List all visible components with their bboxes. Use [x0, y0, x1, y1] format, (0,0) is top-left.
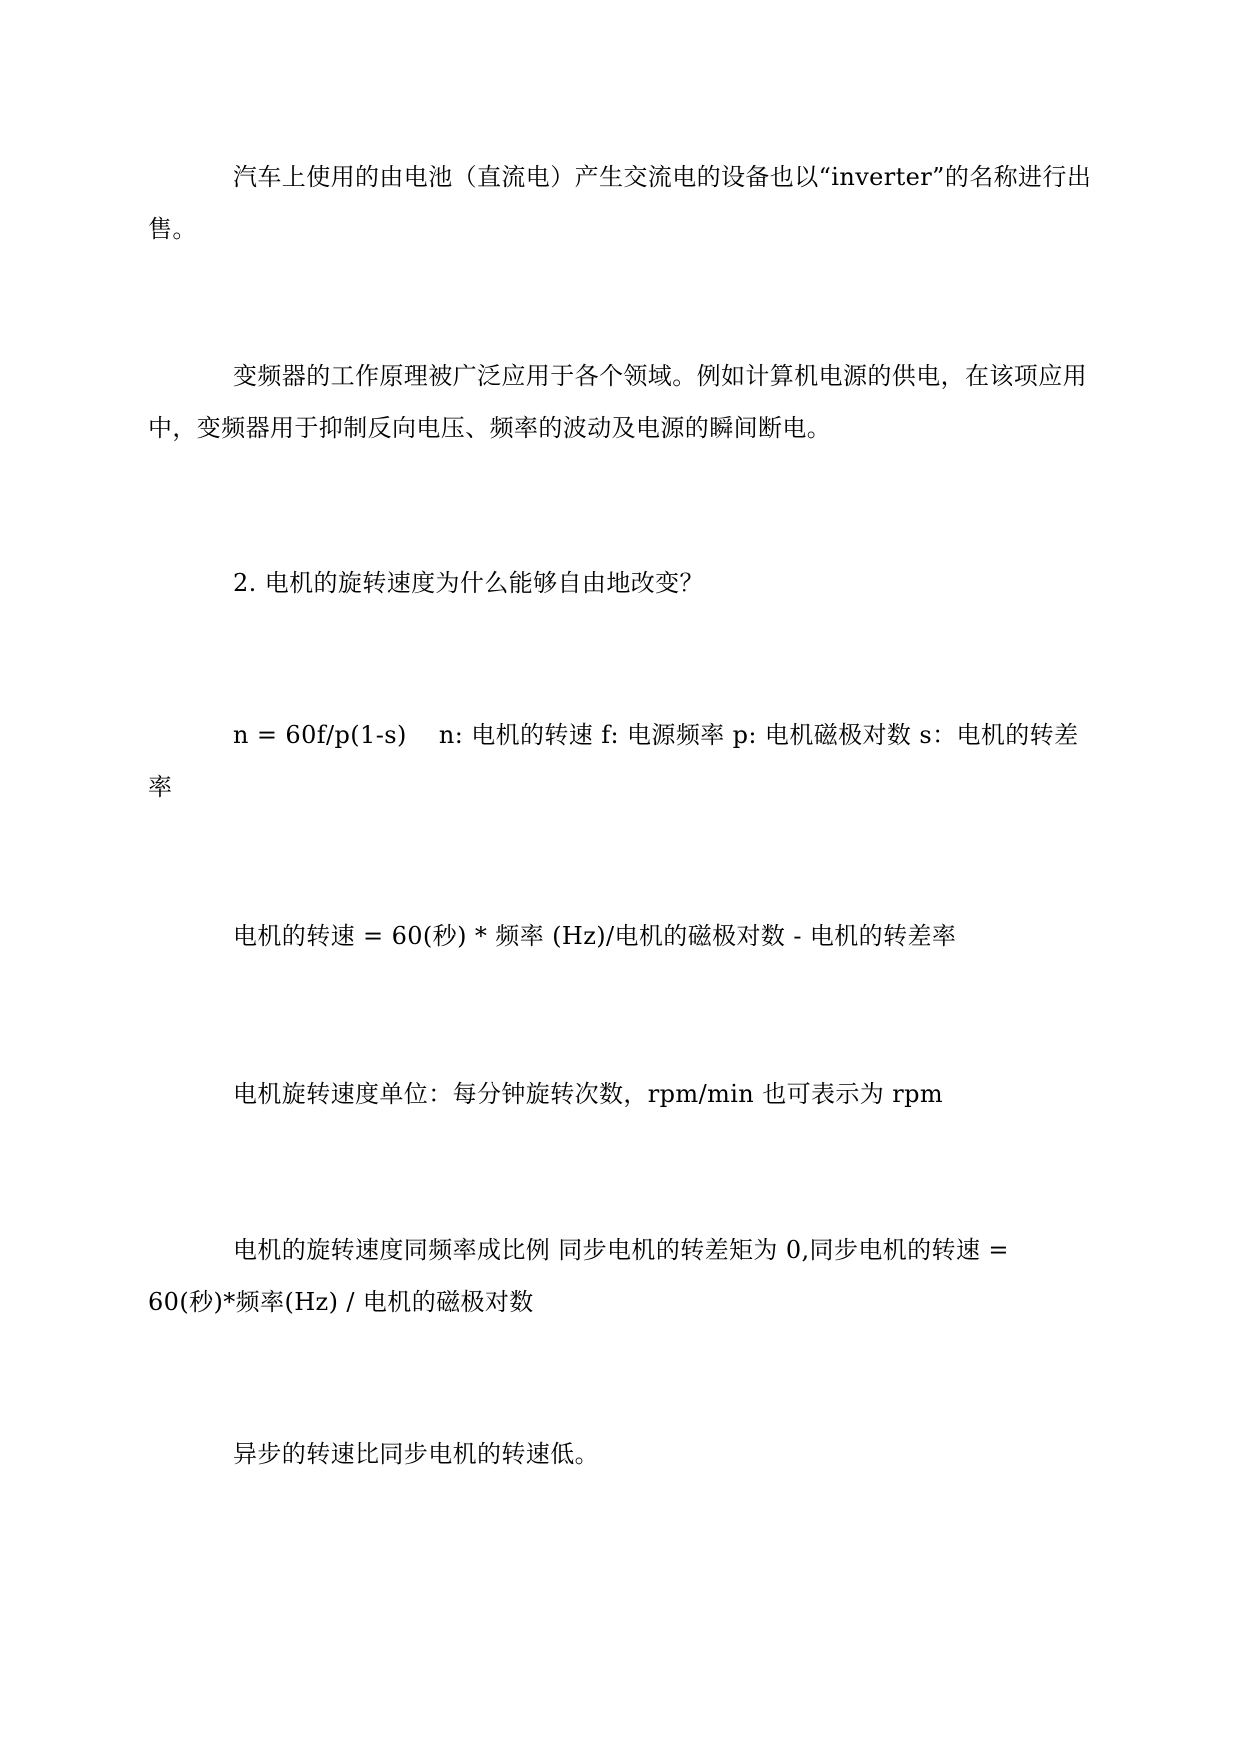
paragraph-async-speed: 异步的转速比同步电机的转速低。 [233, 1440, 599, 1468]
paragraph-speed-unit: 电机旋转速度单位：每分钟旋转次数，rpm/min 也可表示为 rpm [233, 1080, 944, 1108]
section-heading-motor-speed: 2. 电机的旋转速度为什么能够自由地改变？ [233, 569, 704, 597]
paragraph-speed-formula: n = 60f/p(1-s) n: 电机的转速 f: 电源频率 p: 电机磁极对数 s：电机的转差率 [148, 721, 1079, 801]
paragraph-speed-equation: 电机的转速 = 60(秒) * 频率 (Hz)/电机的磁极对数 - 电机的转差率 [233, 922, 957, 950]
paragraph-inverter-car: 汽车上使用的由电池（直流电）产生交流电的设备也以“inverter”的名称进行出售。 [148, 163, 1092, 243]
paragraph-synchronous-speed: 电机的旋转速度同频率成比例 同步电机的转差矩为 0,同步电机的转速 = 60(秒)*频率(Hz) / 电机的磁极对数 [148, 1236, 1009, 1316]
paragraph-inverter-applications: 变频器的工作原理被广泛应用于各个领域。例如计算机电源的供电，在该项应用中，变频器用于抑制反向电压、频率的波动及电源的瞬间断电。 [148, 362, 1087, 442]
